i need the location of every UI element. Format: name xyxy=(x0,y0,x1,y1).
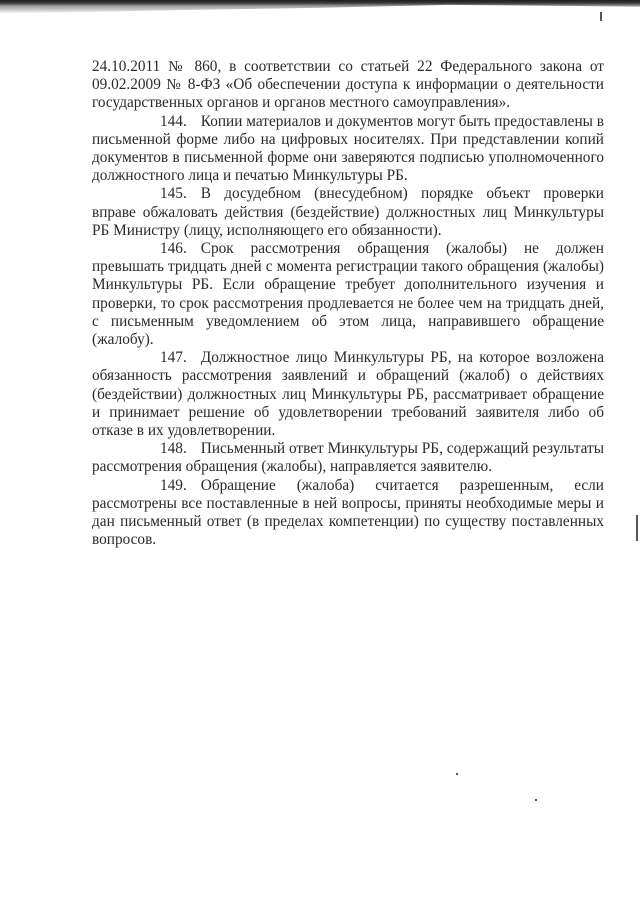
clause-149 xyxy=(92,477,604,550)
clause-number: 145. xyxy=(160,185,187,203)
clause-number: 147. xyxy=(160,349,187,367)
scan-top-edge xyxy=(0,0,640,22)
clause-number: 144. xyxy=(160,112,187,130)
clause-number: 148. xyxy=(160,440,187,458)
clause-text: Копии материалов и документов могут быть предоставлены в письменной форме либо на цифровых носителях. При представлении копий документов в письменной форме они заверяются подписью уполномоченного должностного лица и печатью Минкультуры РБ. xyxy=(92,112,604,185)
clause-148 xyxy=(92,440,604,476)
clause-146 xyxy=(92,240,604,349)
clause-text: Срок рассмотрения обращения (жалобы) не должен превышать тридцать дней с момента регистрации такого обращения (жалобы) Минкультуры РБ. Если обращение требует дополнительного изучения и проверки, то срок рассмотрения продлевается не более чем на тридцать дней, с письменным уведомлением об этом лица, направившего обращение (жалобу). xyxy=(92,240,604,349)
clause-text: Обращение (жалоба) считается разрешенным, если рассмотрены все поставленные в ней вопросы, приняты необходимые меры и дан письменный ответ (в пределах компетенции) по существу поставленных вопросов. xyxy=(92,476,604,549)
clause-number: 149. xyxy=(160,476,187,494)
clause-text: В досудебном (внесудебном) порядке объект проверки вправе обжаловать действия (бездействие) должностных лиц Минкультуры РБ Министру (лицу, исполняющего его обязанности). xyxy=(92,185,604,239)
scan-speck xyxy=(456,773,458,775)
scan-speck xyxy=(600,12,602,21)
clause-145 xyxy=(92,185,604,240)
clause-147 xyxy=(92,349,604,440)
clause-number: 146. xyxy=(160,240,187,258)
intro-paragraph: 24.10.2011 № 860, в соответствии со статьей 22 Федерального закона от 09.02.2009 № 8-ФЗ «Об обеспечении доступа к информации о деятельности государственных органов и органов местного самоуправления». xyxy=(92,58,604,112)
clause-144 xyxy=(92,113,604,186)
clause-text: Должностное лицо Минкультуры РБ, на которое возложена обязанность рассмотрения заявлений и обращений (жалоб) о действиях (бездействии) должностных лиц Минкультуры РБ, рассматривает обращение и принимает решение об удовлетворении требований заявителя либо об отказе в их удовлетворении. xyxy=(92,349,604,440)
document-body xyxy=(92,58,604,549)
scan-speck xyxy=(535,799,537,801)
clause-text: Письменный ответ Минкультуры РБ, содержащий результаты рассмотрения обращения (жалобы), направляется заявителю. xyxy=(92,440,604,476)
scan-speck xyxy=(636,515,638,541)
